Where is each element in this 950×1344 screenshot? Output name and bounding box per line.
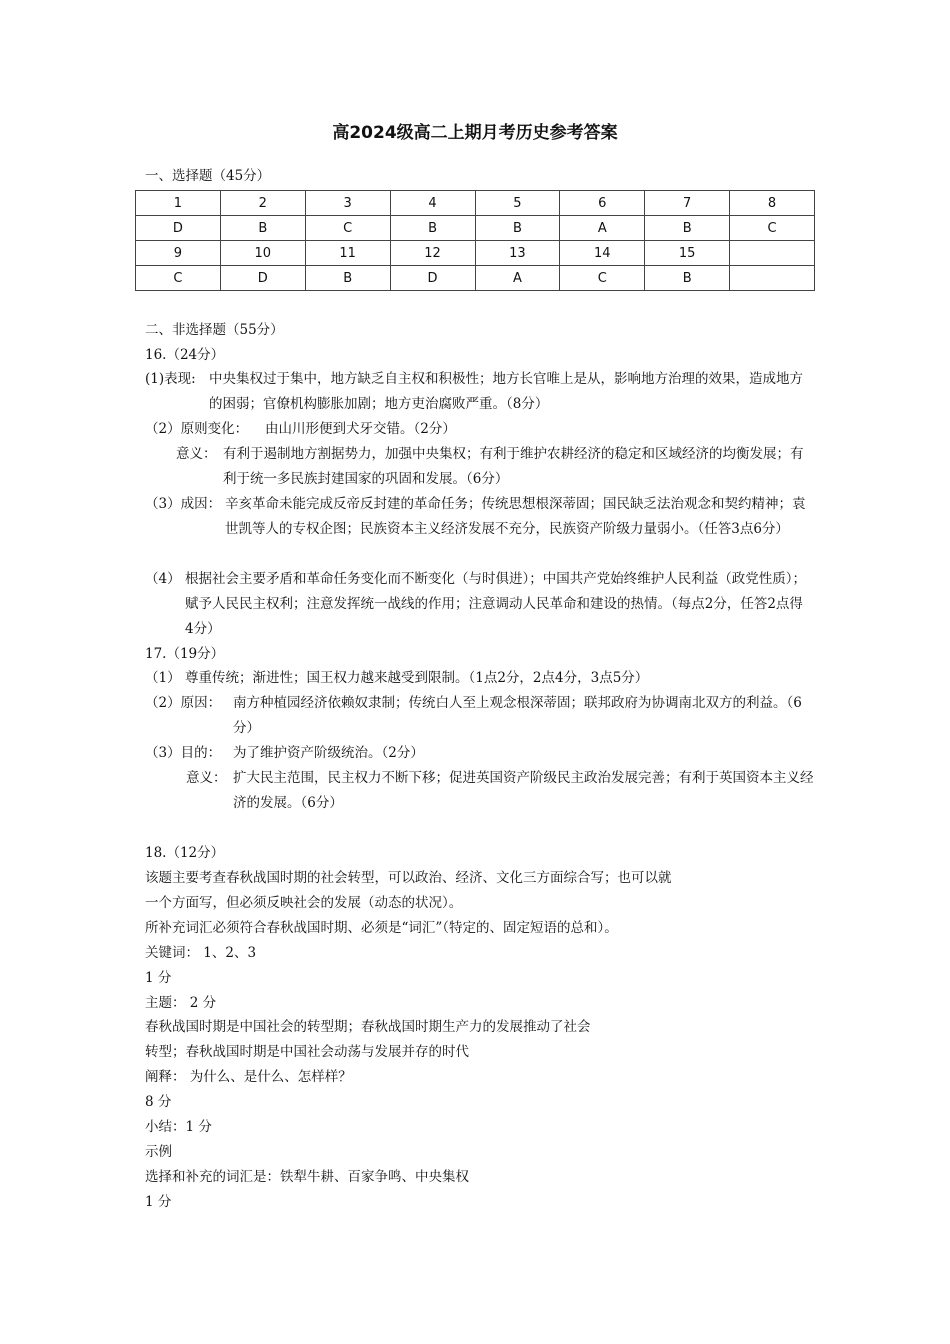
table-cell: 1: [136, 191, 221, 216]
q17-part1-lead: （1）: [145, 670, 181, 686]
q17-part3-text: 为了维护资产阶级统治。（2分）: [233, 745, 424, 761]
table-cell: B: [645, 216, 730, 241]
q18-line: 1 分: [145, 969, 172, 986]
q16-part3-text: 辛亥革命未能完成反帝反封建的革命任务；传统思想根深蒂固；国民缺乏法治观念和契约精神；袁世凯等人的专权企图；民族资本主义经济发展不充分，民族资产阶级力量弱小。（任答3点6分）: [225, 496, 806, 537]
table-cell: B: [475, 216, 560, 241]
q16-part4-lead: （4）: [145, 571, 181, 587]
q18-line: 小结：1 分: [145, 1119, 212, 1135]
table-cell: 9: [136, 241, 221, 266]
table-cell: A: [475, 266, 560, 291]
table-cell: 14: [560, 241, 645, 266]
q17-part3-significance-lead: 意义：: [186, 770, 227, 786]
q16-part2-significance-text: 有利于遏制地方割据势力，加强中央集权；有利于维护农耕经济的稳定和区域经济的均衡发展；有利于统一多民族封建国家的巩固和发展。（6分）: [223, 446, 804, 487]
q18-line: 所补充词汇必须符合春秋战国时期、必须是“词汇”（特定的、固定短语的总和）。: [145, 919, 618, 936]
q18-line: 该题主要考查春秋战国时期的社会转型，可以政治、经济、文化三方面综合写；也可以就: [145, 870, 672, 886]
table-cell: 5: [475, 191, 560, 216]
table-cell: [730, 241, 815, 266]
q18-heading: 18.（12分）: [145, 845, 225, 861]
table-cell: B: [220, 216, 305, 241]
table-cell: C: [730, 216, 815, 241]
table-cell: 6: [560, 191, 645, 216]
q17-part3-lead: （3）目的：: [145, 745, 222, 761]
table-cell: [730, 266, 815, 291]
section2-heading: 二、非选择题（55分）: [145, 322, 284, 338]
table-cell: B: [390, 216, 475, 241]
q18-line: 关键词： 1、2、3: [145, 944, 257, 961]
table-cell: 7: [645, 191, 730, 216]
table-cell: C: [560, 266, 645, 291]
q16-part2-lead: （2）原则变化：: [145, 421, 249, 437]
table-cell: 12: [390, 241, 475, 266]
table-cell: 4: [390, 191, 475, 216]
table-cell: 11: [305, 241, 390, 266]
q18-line: 春秋战国时期是中国社会的转型期；春秋战国时期生产力的发展推动了社会: [145, 1019, 591, 1036]
table-cell: 15: [645, 241, 730, 266]
q18-line: 一个方面写，但必须反映社会的发展（动态的状况）。: [145, 894, 463, 911]
q18-line: 转型；春秋战国时期是中国社会动荡与发展并存的时代: [145, 1044, 469, 1061]
q16-part2-text: 由山川形便到犬牙交错。（2分）: [265, 421, 456, 437]
q16-part2-significance-lead: 意义：: [176, 446, 217, 462]
q18-line: 阐释： 为什么、是什么、怎样样？: [145, 1069, 352, 1086]
q17-part2-lead: （2）原因：: [145, 695, 222, 711]
table-cell: B: [645, 266, 730, 291]
table-cell: D: [220, 266, 305, 291]
q16-part4-text: 根据社会主要矛盾和革命任务变化而不断变化（与时俱进）；中国共产党始终维护人民利益（政党性质）；赋予人民民主权利；注意发挥统一战线的作用；注意调动人民革命和建设的热情。（每点2分，任答2点得4分）: [185, 571, 806, 637]
table-cell: 13: [475, 241, 560, 266]
section1-heading: 一、选择题（45分）: [145, 168, 271, 184]
table-cell: D: [390, 266, 475, 291]
table-cell: D: [136, 216, 221, 241]
q18-line: 主题： 2 分: [145, 994, 217, 1011]
page-title: 高2024级高二上期月考历史参考答案: [332, 123, 618, 143]
q16-part1-text: 中央集权过于集中，地方缺乏自主权和积极性；地方长官唯上是从，影响地方治理的效果，造成地方的困弱；官僚机构膨胀加剧；地方吏治腐败严重。（8分）: [209, 371, 803, 412]
q17-part3-significance-text: 扩大民主范围，民主权力不断下移；促进英国资产阶级民主政治发展完善；有利于英国资本主义经济的发展。（6分）: [233, 770, 814, 811]
q16-heading: 16.（24分）: [145, 347, 225, 363]
q18-line: 示例: [145, 1143, 172, 1160]
q18-line: 8 分: [145, 1094, 172, 1111]
table-cell: 3: [305, 191, 390, 216]
table-cell: A: [560, 216, 645, 241]
table-cell: B: [305, 266, 390, 291]
table-row: [136, 266, 815, 291]
q17-part1-text: 尊重传统；渐进性；国王权力越来越受到限制。（1点2分，2点4分，3点5分）: [185, 670, 649, 686]
table-row: [136, 241, 815, 266]
table-cell: 2: [220, 191, 305, 216]
table-row: [136, 191, 815, 216]
q17-heading: 17.（19分）: [145, 646, 225, 662]
q16-part3-lead: （3）成因：: [145, 496, 222, 512]
table-cell: C: [136, 266, 221, 291]
table-row: [136, 216, 815, 241]
table-cell: C: [305, 216, 390, 241]
q18-line: 选择和补充的词汇是：铁犁牛耕、百家争鸣、中央集权: [145, 1168, 469, 1185]
q16-part1-lead: (1)表现:: [145, 371, 196, 387]
answer-table: [135, 190, 815, 291]
table-cell: 10: [220, 241, 305, 266]
q18-line: 1 分: [145, 1193, 172, 1210]
table-cell: 8: [730, 191, 815, 216]
q17-part2-text: 南方种植园经济依赖奴隶制；传统白人至上观念根深蒂固；联邦政府为协调南北双方的利益。（6分）: [233, 695, 802, 736]
